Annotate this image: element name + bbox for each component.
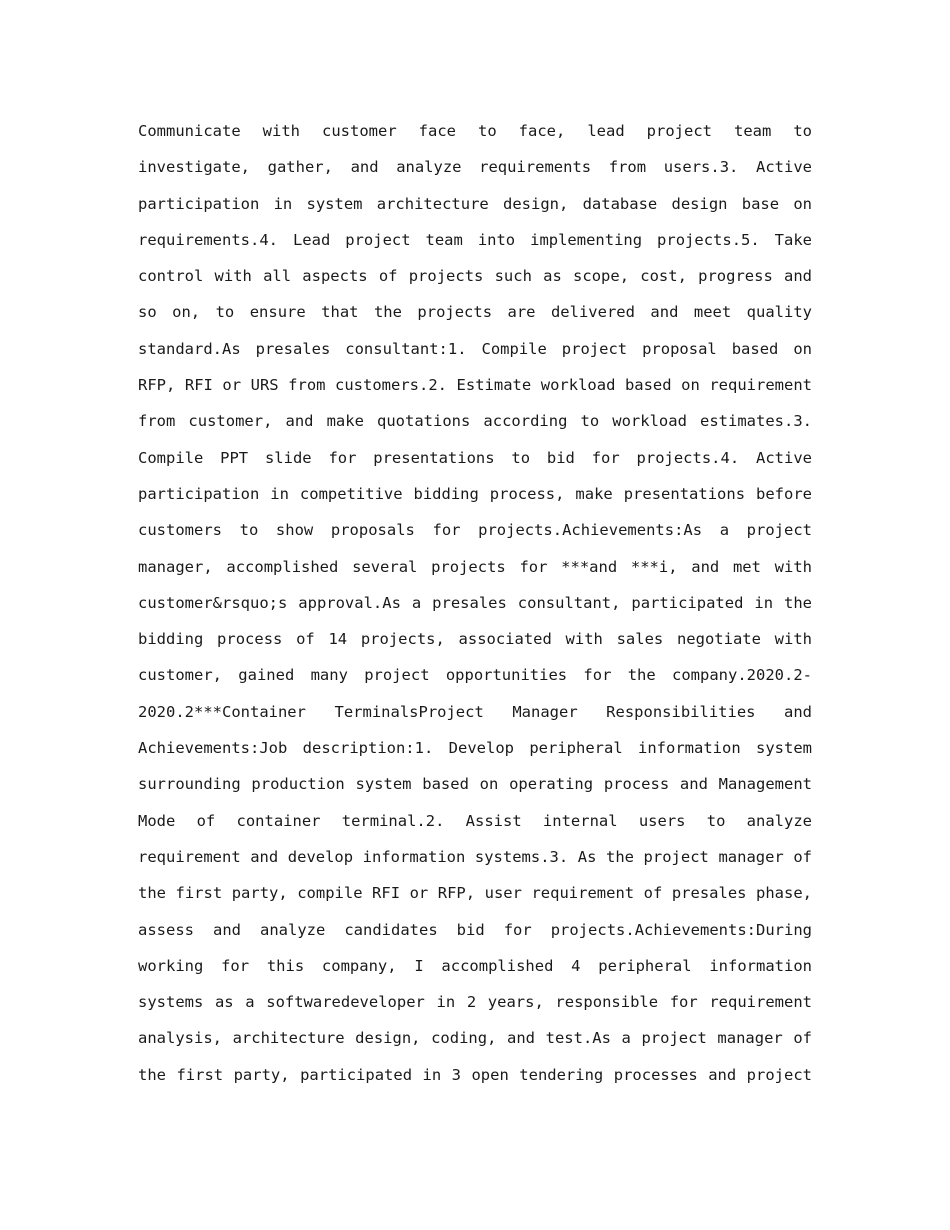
text-line: requirements.4. Lead project team into implementing projects.5. Take (138, 230, 812, 249)
text-line: requirement and develop information systems.3. As the project manager of (138, 847, 812, 866)
text-line: the first party, participated in 3 open tendering processes and project (138, 1065, 812, 1084)
text-line: the first party, compile RFI or RFP, user requirement of presales phase, (138, 884, 812, 903)
text-line: participation in competitive bidding process, make presentations before (138, 484, 812, 503)
text-line: working for this company, I accomplished 4 peripheral information (138, 956, 812, 975)
document-body-text (138, 113, 812, 1093)
text-line: Mode of container terminal.2. Assist internal users to analyze (138, 811, 812, 830)
text-line: Achievements:Job description:1. Develop peripheral information system (138, 739, 812, 758)
text-line: customers to show proposals for projects.Achievements:As a project (138, 521, 812, 540)
text-line: customer&rsquo;s approval.As a presales consultant, participated in the (138, 593, 812, 612)
text-line: customer, gained many project opportunities for the company.2020.2- (138, 666, 812, 685)
text-line: Communicate with customer face to face, lead project team to (138, 122, 812, 140)
text-line: systems as a softwaredeveloper in 2 years, responsible for requirement (138, 993, 812, 1012)
text-line: control with all aspects of projects such as scope, cost, progress and (138, 267, 812, 286)
text-line: analysis, architecture design, coding, and test.As a project manager of (138, 1029, 812, 1048)
text-line: so on, to ensure that the projects are delivered and meet quality (138, 303, 812, 322)
text-line: assess and analyze candidates bid for projects.Achievements:During (138, 920, 812, 939)
text-line: 2020.2***Container TerminalsProject Manager Responsibilities and (138, 702, 812, 721)
text-line: participation in system architecture design, database design base on (138, 194, 812, 213)
text-line: manager, accomplished several projects for ***and ***i, and met with (138, 557, 812, 576)
text-line: investigate, gather, and analyze requirements from users.3. Active (138, 158, 812, 177)
text-line: surrounding production system based on operating process and Management (138, 775, 812, 794)
text-line: from customer, and make quotations according to workload estimates.3. (138, 412, 812, 431)
text-line: bidding process of 14 projects, associated with sales negotiate with (138, 630, 812, 649)
text-line: standard.As presales consultant:1. Compile project proposal based on (138, 339, 812, 358)
text-line: RFP, RFI or URS from customers.2. Estimate workload based on requirement (138, 376, 812, 395)
text-line: Compile PPT slide for presentations to bid for projects.4. Active (138, 448, 812, 467)
